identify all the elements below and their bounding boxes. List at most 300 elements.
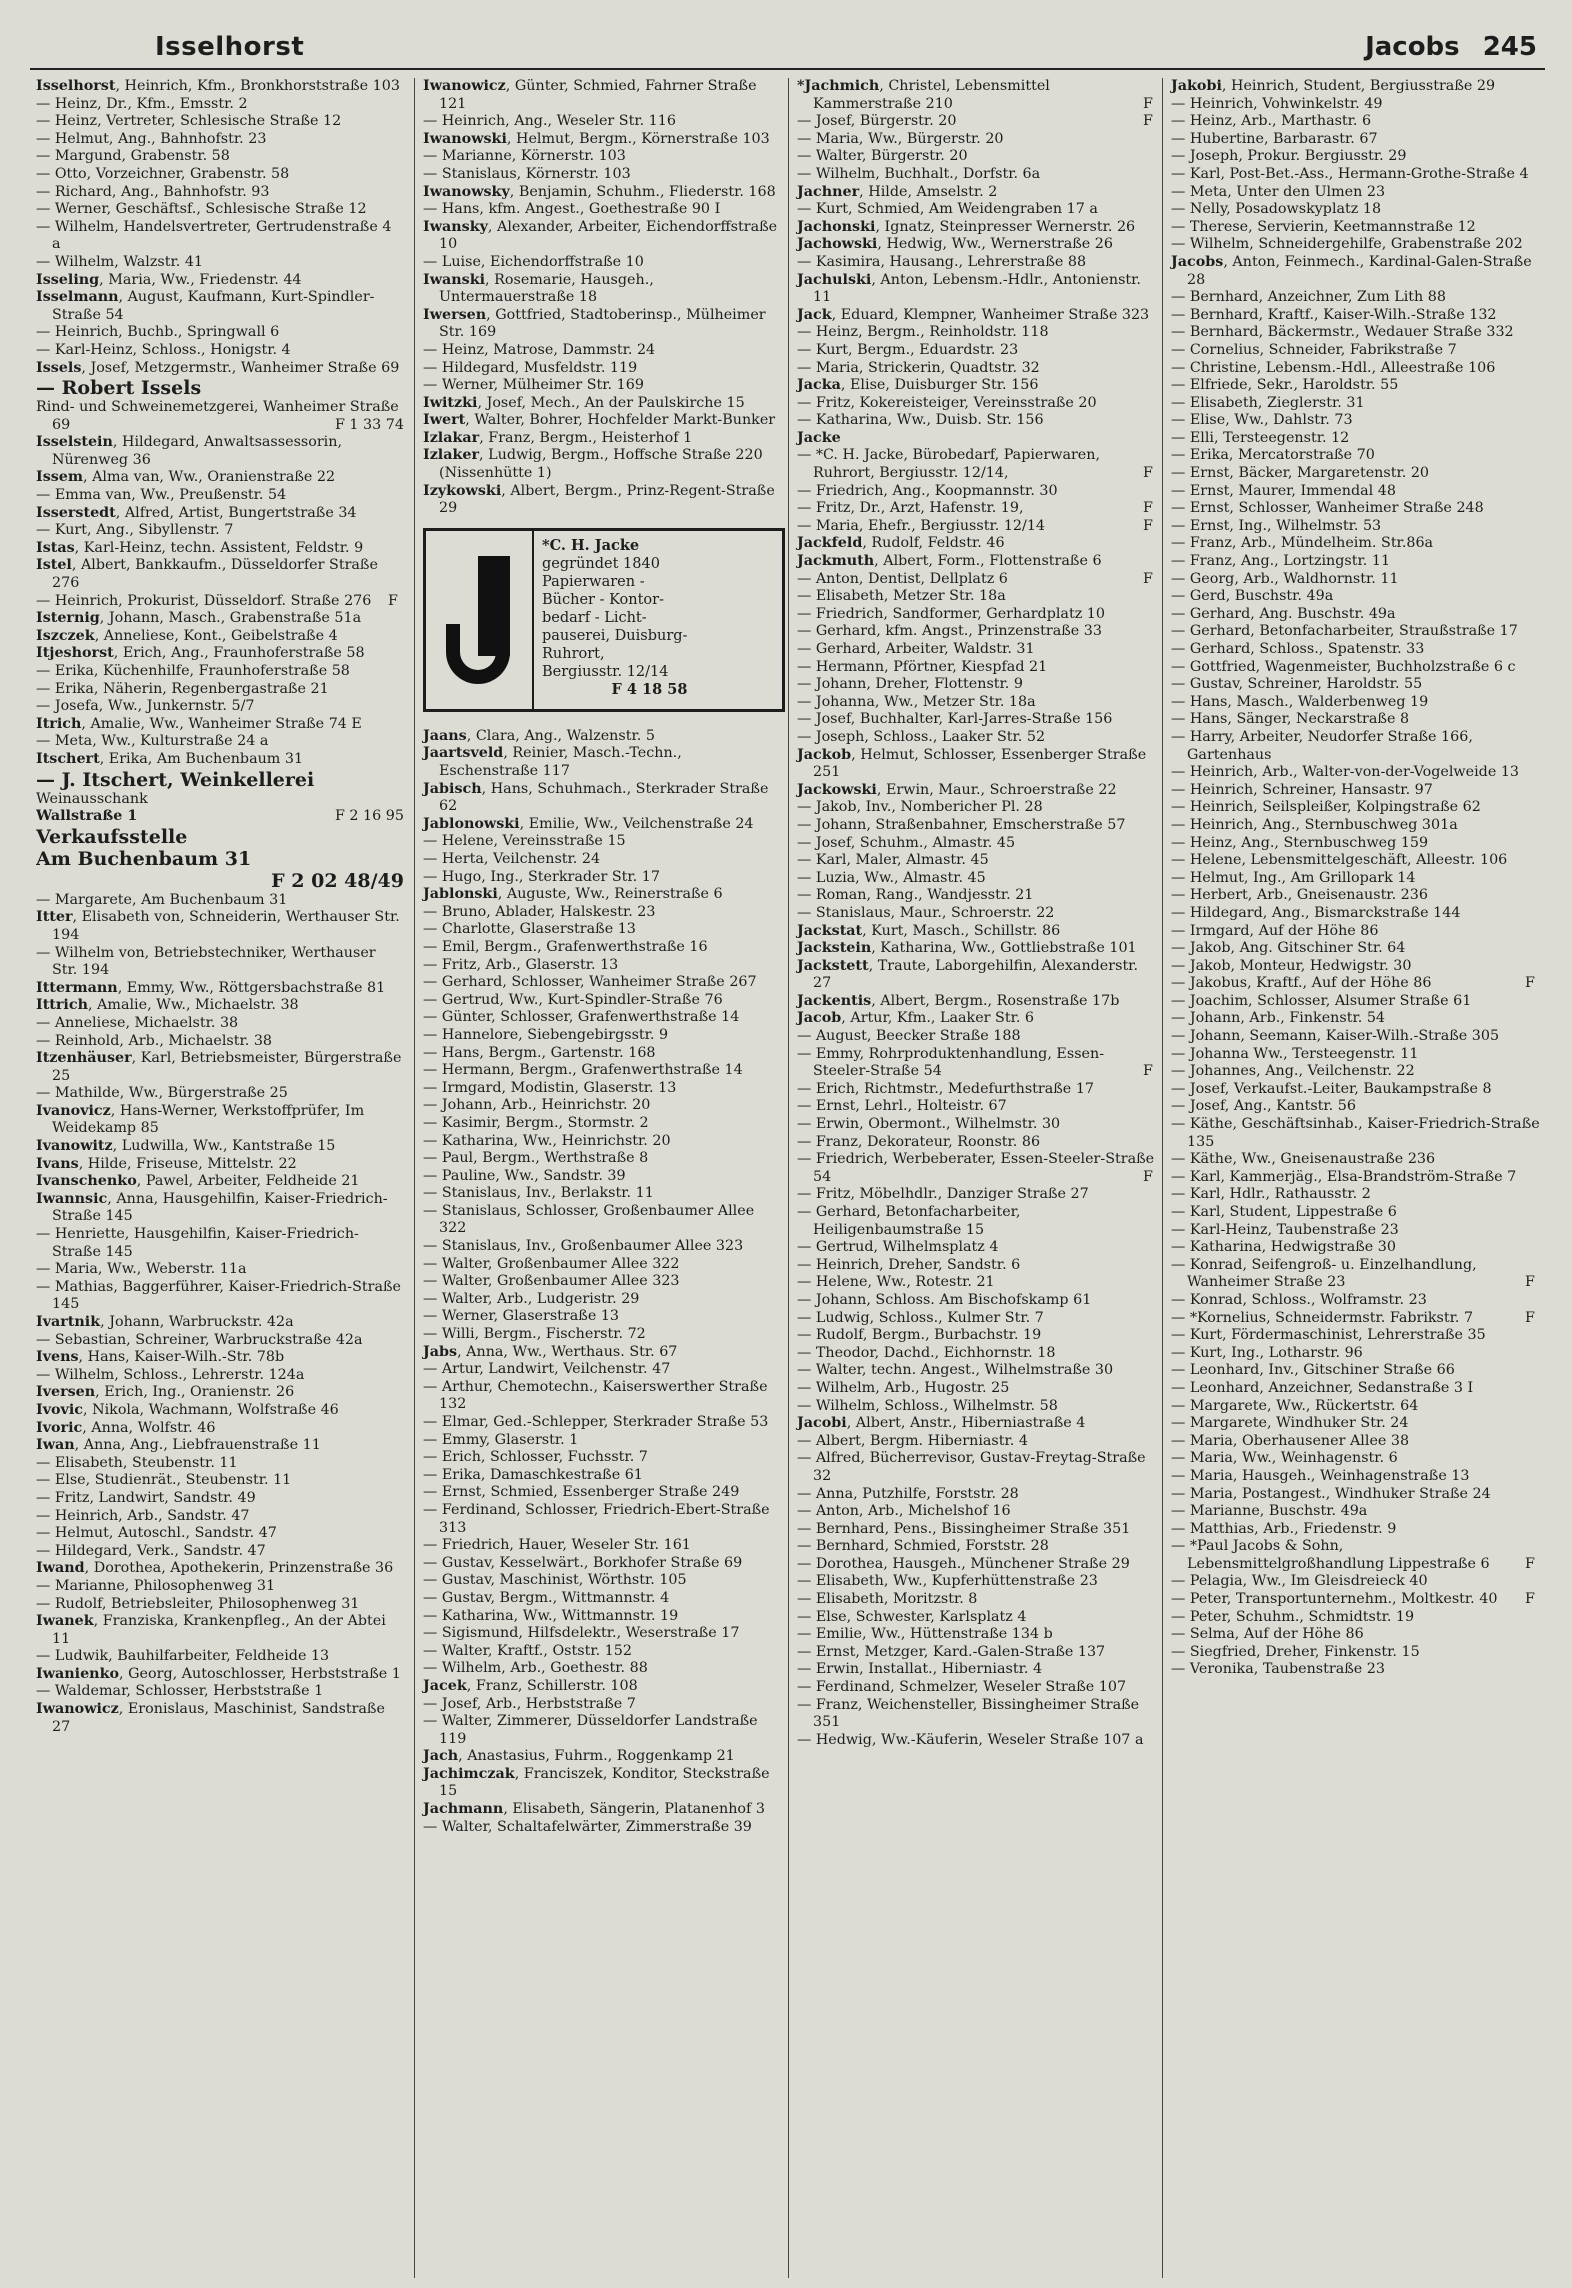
directory-entry: — Franz, Weichensteller, Bissingheimer Straße 351 (797, 1696, 1140, 1731)
directory-entry: — Kurt, Ang., Sibyllenstr. 7 (36, 522, 234, 539)
directory-entry: Istas, Karl-Heinz, techn. Assistent, Feldstr. 9 (36, 539, 364, 556)
directory-entry: — Werner, Geschäftsf., Schlesische Straße 12 (36, 201, 367, 218)
directory-entry: — Walter, techn. Angest., Wilhelmstraße 30 (797, 1362, 1114, 1379)
header-right (1351, 32, 1537, 62)
directory-entry: Isseling, Maria, Ww., Friedenstr. 44 (36, 271, 302, 288)
directory-entry: — Heinz, Dr., Kfm., Emsstr. 2 (36, 95, 248, 112)
directory-entry: — Jakob, Ang. Gitschiner Str. 64 (1171, 940, 1406, 957)
directory-entry: — Theodor, Dachd., Eichhornstr. 18 (797, 1344, 1056, 1361)
directory-entry: — Karl, Student, Lippestraße 6 (1171, 1204, 1397, 1220)
directory-entry: — Josefa, Ww., Junkernstr. 5/7 (36, 698, 255, 715)
directory-entry: — Karl, Post-Bet.-Ass., Hermann-Grothe-Straße 4 (1171, 165, 1529, 182)
directory-entry: — Walter, Kraftf., Oststr. 152 (423, 1642, 632, 1659)
directory-entry: — Bernhard, Anzeichner, Zum Lith 88 (1171, 289, 1446, 306)
directory-entry: — Irmgard, Auf der Höhe 86 (1171, 922, 1379, 939)
directory-entry: Jacek, Franz, Schillerstr. 108 (423, 1677, 638, 1694)
directory-entry: — Mathilde, Ww., Bürgerstraße 25 (36, 1085, 288, 1102)
directory-entry: — Anneliese, Michaelstr. 38 (36, 1014, 239, 1031)
directory-page (30, 12, 1560, 2280)
directory-entry: — Karl, Kammerjäg., Elsa-Brandström-Straße 7 (1171, 1168, 1517, 1185)
directory-entry: — Walter, Arb., Ludgeristr. 29 (423, 1290, 640, 1307)
directory-entry: — Anton, Arb., Michelshof 16 (797, 1503, 1011, 1520)
directory-entry: — Siegfried, Dreher, Finkenstr. 15 (1171, 1643, 1420, 1660)
directory-entry: — Erika, Mercatorstraße 70 (1171, 447, 1375, 464)
ad-line: Bücher - Kontor- (542, 591, 664, 608)
directory-entry: — Josef, Bürgerstr. 20 F (797, 113, 1153, 130)
ad-line: gegründet 1840 (542, 555, 660, 572)
directory-entry: Iwanowicz, Günter, Schmied, Fahrner Straße 121 (423, 78, 757, 112)
directory-entry: — Hugo, Ing., Sterkrader Str. 17 (423, 868, 660, 885)
directory-entry: — Kasimir, Bergm., Stormstr. 2 (423, 1114, 649, 1131)
directory-entry: — Heinrich, Arb., Sandstr. 47 (36, 1507, 250, 1524)
directory-entry: — Gerhard, Ang. Buschstr. 49a (1171, 605, 1396, 622)
directory-entry: Am Buchenbaum 31 (36, 847, 252, 870)
directory-entry: Iwanienko, Georg, Autoschlosser, Herbststraße 1 (36, 1665, 401, 1682)
directory-entry: — Heinrich, Buchb., Springwall 6 (36, 324, 280, 341)
directory-entry: — Erwin, Obermont., Wilhelmstr. 30 (797, 1116, 1061, 1133)
ad-text (534, 531, 695, 709)
directory-entry: — Peter, Schuhm., Schmidtstr. 19 (1171, 1608, 1415, 1625)
directory-entry: — Maria, Strickerin, Quadtstr. 32 (797, 359, 1040, 376)
directory-entry: — Maria, Ehefr., Bergiusstr. 12/14 F (797, 517, 1153, 534)
directory-entry: — Gustav, Maschinist, Wörthstr. 105 (423, 1572, 687, 1589)
directory-entry: — Luzia, Ww., Almastr. 45 (797, 869, 986, 886)
directory-entry: — Johann, Arb., Finkenstr. 54 (1171, 1010, 1386, 1027)
directory-entry: Jackstein, Katharina, Ww., Gottliebstraße 101 (797, 940, 1137, 957)
directory-entry: Ittrich, Amalie, Ww., Michaelstr. 38 (36, 997, 299, 1014)
directory-entry: — Helene, Vereinsstraße 15 (423, 833, 626, 850)
directory-entry: — Heinz, Vertreter, Schlesische Straße 12 (36, 113, 342, 130)
directory-entry: — Margarete, Am Buchenbaum 31 (36, 891, 288, 908)
directory-entry: — Albert, Bergm. Hiberniastr. 4 (797, 1432, 1028, 1449)
directory-entry: Iwanowsky, Benjamin, Schuhm., Fliederstr. 168 (423, 183, 776, 200)
directory-entry: — Kurt, Bergm., Eduardstr. 23 (797, 341, 1019, 358)
directory-entry: — Ernst, Lehrl., Holteistr. 67 (797, 1098, 1007, 1115)
directory-entry: Jackentis, Albert, Bergm., Rosenstraße 17b (797, 992, 1120, 1009)
directory-entry: — Pauline, Ww., Sandstr. 39 (423, 1167, 626, 1184)
column-4 (1162, 78, 1541, 2278)
directory-entry: — Wilhelm, Schneidergehilfe, Grabenstraße 202 (1171, 236, 1523, 253)
directory-entry: — Ernst, Schlosser, Wanheimer Straße 248 (1171, 500, 1484, 517)
directory-entry: — Bruno, Ablader, Halskestr. 23 (423, 903, 656, 920)
directory-entry: — Hildegard, Ang., Bismarckstraße 144 (1171, 904, 1461, 921)
directory-entry: — Helene, Ww., Rotestr. 21 (797, 1274, 995, 1291)
directory-entry: — Katharina, Hedwigstraße 30 (1171, 1239, 1396, 1256)
directory-entry: — J. Itschert, Weinkellerei (36, 768, 315, 791)
directory-entry: — Harry, Arbeiter, Neudorfer Straße 166, Gartenhaus (1171, 728, 1473, 763)
directory-entry: — Heinrich, Schreiner, Hansastr. 97 (1171, 781, 1433, 798)
directory-entry: — Hildegard, Musfeldstr. 119 (423, 359, 638, 376)
directory-entry: — Gertrud, Ww., Kurt-Spindler-Straße 76 (423, 991, 723, 1008)
directory-entry: Izykowski, Albert, Bergm., Prinz-Regent-Straße 29 (423, 482, 775, 517)
directory-entry: — Kurt, Fördermaschinist, Lehrerstraße 35 (1171, 1327, 1486, 1344)
directory-entry: — Joseph, Prokur. Bergiusstr. 29 (1171, 148, 1407, 165)
directory-entry: Ivens, Hans, Kaiser-Wilh.-Str. 78b (36, 1349, 285, 1366)
directory-entry: Iversen, Erich, Ing., Oranienstr. 26 (36, 1384, 295, 1401)
directory-entry: — *Paul Jacobs & Sohn, Lebensmittelgroßhandlung Lippestraße 6 F (1171, 1538, 1535, 1572)
directory-entry: — Elise, Ww., Dahlstr. 73 (1171, 412, 1353, 429)
directory-entry: — Josef, Schuhm., Almastr. 45 (797, 834, 1016, 851)
directory-entry: — Katharina, Ww., Duisb. Str. 156 (797, 412, 1044, 429)
directory-entry: — Käthe, Ww., Gneisenaustraße 236 (1171, 1151, 1436, 1168)
directory-entry: — Gustav, Kesselwärt., Borkhofer Straße 69 (423, 1554, 743, 1571)
ad-line: Ruhrort, (542, 645, 605, 662)
directory-entry: — Marianne, Philosophenweg 31 (36, 1577, 276, 1594)
directory-entry: Itter, Elisabeth von, Schneiderin, Werthauser Str. 194 (36, 909, 400, 943)
directory-entry: — Johann, Seemann, Kaiser-Wilh.-Straße 305 (1171, 1028, 1500, 1045)
directory-entry: — Gertrud, Wilhelmsplatz 4 (797, 1239, 999, 1256)
directory-entry: — Luise, Eichendorffstraße 10 (423, 253, 644, 270)
directory-entry: — Helmut, Ing., Am Grillopark 14 (1171, 869, 1416, 886)
ad-line: Bergiusstr. 12/14 (542, 663, 669, 680)
directory-entry: — Johanna Ww., Tersteegenstr. 11 (1171, 1045, 1419, 1062)
directory-entry: Jackob, Helmut, Schlosser, Essenberger Straße 251 (797, 746, 1147, 781)
directory-entry: — Hans, Bergm., Gartenstr. 168 (423, 1044, 656, 1061)
directory-entry: — Sebastian, Schreiner, Warbruckstraße 42a (36, 1331, 363, 1348)
header-left-keyword: Isselhorst (155, 32, 305, 62)
directory-entry: — Walter, Bürgerstr. 20 (797, 148, 968, 165)
directory-entry: — Veronika, Taubenstraße 23 (1171, 1661, 1385, 1678)
directory-entry: Jackfeld, Rudolf, Feldstr. 46 (797, 535, 1005, 552)
column-2-upper (423, 78, 785, 518)
directory-entry: — Konrad, Seifengroß- u. Einzelhandlung, Wanheimer Straße 23 F (1171, 1256, 1535, 1291)
directory-entry: — Hannelore, Siebengebirgsstr. 9 (423, 1026, 669, 1043)
directory-entry: — Pelagia, Ww., Im Gleisdreieck 40 (1171, 1573, 1428, 1590)
directory-entry: — Stanislaus, Körnerstr. 103 (423, 165, 631, 182)
directory-entry: Jachonski, Ignatz, Steinpresser Wernerstr. 26 (797, 218, 1136, 235)
directory-entry: — Heinrich, Arb., Walter-von-der-Vogelweide 13 (1171, 764, 1520, 781)
directory-entry: — Gerhard, Betonfacharbeiter, Heiligenbaumstraße 15 (797, 1204, 1021, 1238)
directory-entry: Iwand, Dorothea, Apothekerin, Prinzenstraße 36 (36, 1560, 394, 1577)
directory-entry: — Cornelius, Schneider, Fabrikstraße 7 (1171, 341, 1457, 358)
directory-entry: — Walter, Großenbaumer Allee 322 (423, 1255, 680, 1272)
directory-entry: Jacobi, Albert, Anstr., Hiberniastraße 4 (797, 1415, 1086, 1432)
directory-entry: — Josef, Ang., Kantstr. 56 (1171, 1098, 1356, 1115)
directory-entry: — Maria, Oberhausener Allee 38 (1171, 1432, 1410, 1449)
directory-entry: — Heinrich, Seilspleißer, Kolpingstraße 62 (1171, 799, 1481, 816)
directory-entry: — Anna, Putzhilfe, Forststr. 28 (797, 1485, 1019, 1502)
directory-entry: — Jakobus, Kraftf., Auf der Höhe 86 F (1171, 975, 1535, 992)
directory-entry: Iwanski, Rosemarie, Hausgeh., Untermauerstraße 18 (423, 271, 654, 306)
directory-entry: Jackmuth, Albert, Form., Flottenstraße 6 (797, 553, 1102, 570)
directory-entry: — Margarete, Windhuker Str. 24 (1171, 1415, 1409, 1432)
directory-entry: — Hermann, Bergm., Grafenwerthstraße 14 (423, 1062, 743, 1079)
directory-entry: — Konrad, Schloss., Wolframstr. 23 (1171, 1291, 1427, 1308)
directory-entry: — Käthe, Geschäftsinhab., Kaiser-Friedrich-Straße 135 (1171, 1116, 1540, 1150)
directory-entry: Jaans, Clara, Ang., Walzenstr. 5 (423, 727, 655, 744)
directory-entry: — Karl, Hdlr., Rathausstr. 2 (1171, 1186, 1371, 1203)
directory-entry: — Heinrich, Dreher, Sandstr. 6 (797, 1256, 1021, 1273)
directory-entry: — Werner, Mülheimer Str. 169 (423, 377, 644, 394)
directory-entry: Ivans, Hilde, Friseuse, Mittelstr. 22 (36, 1155, 297, 1172)
directory-entry: — Anton, Dentist, Dellplatz 6 F (797, 570, 1153, 587)
directory-entry: — Leonhard, Anzeichner, Sedanstraße 3 I (1171, 1379, 1474, 1396)
directory-entry: — Franz, Dekorateur, Roonstr. 86 (797, 1133, 1041, 1150)
header-right-keyword: Jacobs (1365, 32, 1460, 62)
directory-entry: — Elisabeth, Ww., Kupferhüttenstraße 23 (797, 1573, 1098, 1590)
directory-entry: — Wilhelm, Arb., Goethestr. 88 (423, 1660, 648, 1677)
directory-entry: — Meta, Ww., Kulturstraße 24 a (36, 733, 269, 750)
directory-entry: — Fritz, Landwirt, Sandstr. 49 (36, 1489, 256, 1506)
directory-entry: — Wilhelm, Arb., Hugostr. 25 (797, 1379, 1010, 1396)
directory-entry: Ivoric, Anna, Wolfstr. 46 (36, 1419, 216, 1436)
directory-entry: Iwanek, Franziska, Krankenpfleg., An der Abtei 11 (36, 1613, 386, 1647)
ad-line: pauserei, Duisburg- (542, 627, 688, 644)
directory-entry: — Bernhard, Kraftf., Kaiser-Wilh.-Straße 132 (1171, 306, 1497, 323)
directory-entry: — Therese, Servierin, Keetmannstraße 12 (1171, 218, 1476, 235)
directory-entry: — Walter, Zimmerer, Düsseldorfer Landstraße 119 (423, 1713, 758, 1747)
directory-entry: — Karl-Heinz, Taubenstraße 23 (1171, 1221, 1399, 1238)
directory-entry: — Heinz, Bergm., Reinholdstr. 118 (797, 324, 1049, 341)
directory-entry: — Hermann, Pförtner, Kiespfad 21 (797, 658, 1048, 675)
directory-entry: — Johann, Schloss. Am Bischofskamp 61 (797, 1291, 1092, 1308)
directory-entry: — Jakob, Inv., Nombericher Pl. 28 (797, 799, 1043, 816)
directory-entry: — Helmut, Ang., Bahnhofstr. 23 (36, 130, 267, 147)
directory-entry: — Erika, Damaschkestraße 61 (423, 1466, 643, 1483)
directory-entry: — Friedrich, Sandformer, Gerhardplatz 10 (797, 605, 1105, 622)
directory-entry: — Ernst, Bäcker, Margaretenstr. 20 (1171, 465, 1430, 482)
directory-entry: — Gustav, Schreiner, Haroldstr. 55 (1171, 676, 1423, 693)
directory-entry: Jablonowski, Emilie, Ww., Veilchenstraße 24 (423, 815, 754, 832)
directory-entry: — Heinz, Matrose, Dammstr. 24 (423, 341, 656, 358)
directory-entry: — Johann, Dreher, Flottenstr. 9 (797, 676, 1023, 693)
directory-entry: — Walter, Großenbaumer Allee 323 (423, 1273, 680, 1290)
ad-letter-j (426, 531, 534, 709)
directory-entry: — Elisabeth, Metzer Str. 18a (797, 588, 1006, 605)
directory-entry: Weinausschank (36, 790, 148, 807)
directory-entry: — *Kornelius, Schneidermstr. Fabrikstr. 7 F (1171, 1309, 1535, 1326)
directory-entry: — Bernhard, Bäckermstr., Wedauer Straße 332 (1171, 324, 1514, 341)
directory-entry: — Elisabeth, Zieglerstr. 31 (1171, 394, 1365, 411)
directory-entry: — Roman, Rang., Wandjesstr. 21 (797, 887, 1034, 904)
directory-entry: Iwert, Walter, Bohrer, Hochfelder Markt-Bunker (423, 412, 776, 429)
column-2-lower (423, 728, 785, 1836)
directory-entry: Jacke (797, 429, 841, 446)
directory-entry: — Erwin, Installat., Hiberniastr. 4 (797, 1661, 1043, 1678)
directory-entry: Ivanschenko, Pawel, Arbeiter, Feldheide 21 (36, 1173, 360, 1190)
directory-entry: — Hildegard, Verk., Sandstr. 47 (36, 1542, 266, 1559)
directory-entry: — Elmar, Ged.-Schlepper, Sterkrader Straße 53 (423, 1414, 769, 1430)
directory-entry: — Georg, Arb., Waldhornstr. 11 (1171, 570, 1399, 587)
directory-entry: Jachmann, Elisabeth, Sängerin, Platanenhof 3 (423, 1801, 765, 1818)
directory-entry: — Heinz, Arb., Marthastr. 6 (1171, 113, 1372, 130)
directory-entry: Izlakar, Franz, Bergm., Heisterhof 1 (423, 429, 693, 446)
directory-entry: — Emil, Bergm., Grafenwerthstraße 16 (423, 938, 708, 955)
directory-entry: — Marianne, Buschstr. 49a (1171, 1503, 1368, 1520)
directory-entry: — Erich, Schlosser, Fuchsstr. 7 (423, 1449, 648, 1466)
directory-entry: — Margarete, Ww., Rückertstr. 64 (1171, 1397, 1419, 1414)
directory-entry: — Charlotte, Glaserstraße 13 (423, 921, 636, 938)
directory-entry: Iwitzki, Josef, Mech., An der Paulskirche 15 (423, 394, 745, 411)
directory-entry: Jacobs, Anton, Feinmech., Kardinal-Galen-Straße 28 (1171, 253, 1532, 288)
ad-telephone: F 4 18 58 (611, 680, 688, 698)
directory-entry: — Johanna, Ww., Metzer Str. 18a (797, 693, 1036, 710)
directory-entry: — Wilhelm von, Betriebstechniker, Werthauser Str. 194 (36, 944, 376, 979)
directory-entry: Iwansky, Alexander, Arbeiter, Eichendorffstraße 10 (423, 218, 778, 253)
directory-entry: — Friedrich, Werbeberater, Essen-Steeler-Straße 54 F (797, 1151, 1155, 1185)
directory-entry: Jach, Anastasius, Fuhrm., Roggenkamp 21 (423, 1748, 735, 1765)
directory-entry: — Matthias, Arb., Friedenstr. 9 (1171, 1520, 1397, 1537)
directory-entry: — Bernhard, Pens., Bissingheimer Straße 351 (797, 1520, 1131, 1537)
directory-entry: — Peter, Transportunternehm., Moltkestr. 40 F (1171, 1591, 1535, 1608)
directory-entry: Issem, Alma van, Ww., Oranienstraße 22 (36, 469, 336, 486)
directory-entry: — Helene, Lebensmittelgeschäft, Alleestr. 106 (1171, 852, 1508, 869)
directory-entry: — Friedrich, Hauer, Weseler Str. 161 (423, 1537, 691, 1554)
directory-entry: — Alfred, Bücherrevisor, Gustav-Freytag-Straße 32 (797, 1450, 1146, 1484)
directory-entry: — Leonhard, Inv., Gitschiner Straße 66 (1171, 1362, 1455, 1379)
directory-entry: Jakobi, Heinrich, Student, Bergiusstraße 29 (1171, 78, 1496, 94)
directory-entry: — Ludwik, Bauhilfarbeiter, Feldheide 13 (36, 1648, 330, 1665)
directory-entry: Rind- und Schweinemetzgerei, Wanheimer Straße 69 F 1 33 74 (36, 399, 404, 433)
directory-entry: — Heinz, Ang., Sternbuschweg 159 (1171, 834, 1429, 851)
directory-entry: — Christine, Lebensm.-Hdl., Alleestraße 106 (1171, 359, 1496, 376)
directory-entry: Itschert, Erika, Am Buchenbaum 31 (36, 750, 304, 767)
directory-entry: — Franz, Arb., Mündelheim. Str.86a (1171, 535, 1434, 552)
directory-entry: — Paul, Bergm., Werthstraße 8 (423, 1150, 649, 1167)
directory-entry: — Günter, Schlosser, Grafenwerthstraße 14 (423, 1009, 740, 1026)
directory-entry: — Gerhard, Betonfacharbeiter, Straußstraße 17 (1171, 623, 1518, 640)
directory-entry: — Herbert, Arb., Gneisenaustr. 236 (1171, 887, 1428, 904)
directory-entry: Isselhorst, Heinrich, Kfm., Bronkhorststraße 103 (36, 78, 400, 94)
jacke-advertisement (423, 528, 785, 712)
directory-entry: — Reinhold, Arb., Michaelstr. 38 (36, 1032, 273, 1049)
directory-entry: — Wilhelm, Buchhalt., Dorfstr. 6a (797, 165, 1041, 182)
directory-entry: Jabisch, Hans, Schuhmach., Sterkrader Straße 62 (423, 780, 769, 815)
directory-entry: Jackstat, Kurt, Masch., Schillstr. 86 (797, 922, 1061, 939)
directory-entry: — Willi, Bergm., Fischerstr. 72 (423, 1326, 646, 1343)
directory-entry: Jacka, Elise, Duisburger Str. 156 (797, 377, 1039, 394)
directory-entry: — Wilhelm, Schloss., Wilhelmstr. 58 (797, 1397, 1058, 1414)
directory-entry: — August, Beecker Straße 188 (797, 1028, 1021, 1045)
directory-entry: F 2 02 48/49 (271, 869, 404, 892)
directory-entry: Isselmann, August, Kaufmann, Kurt-Spindler-Straße 54 (36, 289, 375, 323)
directory-entry: — Marianne, Körnerstr. 103 (423, 148, 626, 165)
column-3 (788, 78, 1159, 2278)
directory-entry: — Hans, Masch., Walderbenweg 19 (1171, 693, 1429, 710)
directory-entry: — Fritz, Möbelhdlr., Danziger Straße 27 (797, 1186, 1089, 1203)
directory-entry: Iwannsic, Anna, Hausgehilfin, Kaiser-Friedrich-Straße 145 (36, 1190, 388, 1225)
directory-entry: Jablonski, Auguste, Ww., Reinerstraße 6 (423, 886, 723, 903)
directory-entry: Jachner, Hilde, Amselstr. 2 (797, 183, 998, 200)
directory-entry: — Wilhelm, Walzstr. 41 (36, 253, 204, 270)
directory-entry: — Mathias, Baggerführer, Kaiser-Friedrich-Straße 145 (36, 1278, 402, 1313)
directory-entry: — Gerhard, Arbeiter, Waldstr. 31 (797, 641, 1035, 657)
directory-entry: — Elisabeth, Moritzstr. 8 (797, 1591, 978, 1608)
directory-entry: — Richard, Ang., Bahnhofstr. 93 (36, 183, 270, 200)
directory-entry: — Hedwig, Ww.-Käuferin, Weseler Straße 107 a (797, 1731, 1144, 1748)
directory-entry: — Gerhard, Schloss., Spatenstr. 33 (1171, 641, 1425, 657)
directory-entry: — Wilhelm, Schloss., Lehrerstr. 124a (36, 1366, 305, 1383)
directory-entry: Ivanowitz, Ludwilla, Ww., Kantstraße 15 (36, 1138, 336, 1155)
directory-entry: — Selma, Auf der Höhe 86 (1171, 1626, 1364, 1643)
directory-entry: — Else, Studienrät., Steubenstr. 11 (36, 1472, 292, 1489)
directory-entry: — Ernst, Metzger, Kard.-Galen-Straße 137 (797, 1643, 1106, 1660)
directory-entry: — Wilhelm, Handelsvertreter, Gertrudenstraße 4 a (36, 218, 392, 253)
directory-entry: — Walter, Schaltafelwärter, Zimmerstraße 39 (423, 1818, 752, 1835)
directory-entry: — Elli, Tersteegenstr. 12 (1171, 429, 1350, 446)
directory-entry: — Emmy, Rohrproduktenhandlung, Essen-Steeler-Straße 54 F (797, 1045, 1153, 1080)
directory-entry: — Gerhard, Schlosser, Wanheimer Straße 267 (423, 974, 757, 991)
directory-entry: — Nelly, Posadowskyplatz 18 (1171, 201, 1382, 218)
directory-entry: — Gerhard, kfm. Angst., Prinzenstraße 33 (797, 623, 1102, 640)
directory-entry: Wallstraße 1 F 2 16 95 (36, 808, 404, 825)
directory-entry: — Erika, Näherin, Regenbergastraße 21 (36, 680, 329, 697)
directory-entry: — Werner, Glaserstraße 13 (423, 1308, 620, 1325)
directory-entry: Jacob, Artur, Kfm., Laaker Str. 6 (797, 1010, 1035, 1027)
directory-entry: — Katharina, Ww., Wittmannstr. 19 (423, 1607, 679, 1624)
directory-entry: Jackstett, Traute, Laborgehilfin, Alexanderstr. 27 (797, 957, 1138, 992)
directory-entry: — Stanislaus, Inv., Berlakstr. 11 (423, 1185, 654, 1202)
directory-entry: — Ernst, Maurer, Immendal 48 (1171, 482, 1396, 499)
directory-entry: Verkaufsstelle (36, 825, 188, 848)
directory-entry: Iszczek, Anneliese, Kont., Geibelstraße 4 (36, 627, 338, 644)
directory-entry: — Josef, Verkaufst.-Leiter, Baukampstraße 8 (1171, 1080, 1492, 1097)
directory-entry: — Ernst, Ing., Wilhelmstr. 53 (1171, 517, 1382, 534)
directory-entry: — Erich, Richtmstr., Medefurthstraße 17 (797, 1080, 1095, 1097)
directory-entry: — Ferdinand, Schlosser, Friedrich-Ebert-Straße 313 (423, 1501, 770, 1536)
page-number: 245 (1482, 32, 1537, 62)
directory-entry: — Hans, Sänger, Neckarstraße 8 (1171, 711, 1410, 728)
directory-entry: Jachimczak, Franciszek, Konditor, Steckstraße 15 (423, 1765, 770, 1800)
directory-entry: Isselstein, Hildegard, Anwaltsassessorin, Nürenweg 36 (36, 434, 343, 468)
directory-entry: — Josef, Arb., Herbststraße 7 (423, 1695, 636, 1712)
directory-entry: — Karl, Maler, Almastr. 45 (797, 852, 989, 869)
directory-entry: — Hubertine, Barbarastr. 67 (1171, 130, 1378, 147)
directory-entry: — Johann, Arb., Heinrichstr. 20 (423, 1097, 651, 1114)
directory-entry: — Stanislaus, Inv., Großenbaumer Allee 323 (423, 1238, 744, 1255)
directory-entry: — Heinrich, Ang., Weseler Str. 116 (423, 113, 676, 130)
directory-entry: — Arthur, Chemotechn., Kaiserswerther Straße 132 (423, 1378, 768, 1413)
directory-entry: — Dorothea, Hausgeh., Münchener Straße 29 (797, 1555, 1130, 1572)
directory-entry: — Maria, Ww., Weinhagenstr. 6 (1171, 1450, 1398, 1467)
directory-entry: Izlaker, Ludwig, Bergm., Hoffsche Straße 220 (Nissenhütte 1) (423, 447, 763, 482)
directory-entry: — Gerd, Buschstr. 49a (1171, 588, 1334, 605)
directory-columns (36, 78, 1548, 2278)
directory-entry: — Rudolf, Bergm., Burbachstr. 19 (797, 1327, 1042, 1344)
directory-entry: — Josef, Buchhalter, Karl-Jarres-Straße 156 (797, 711, 1113, 728)
directory-entry: — Kurt, Schmied, Am Weidengraben 17 a (797, 201, 1098, 218)
directory-entry: Iwanowski, Helmut, Bergm., Körnerstraße 103 (423, 130, 770, 147)
directory-entry: — Gustav, Bergm., Wittmannstr. 4 (423, 1589, 670, 1606)
directory-entry: — Stanislaus, Maur., Schroerstr. 22 (797, 904, 1055, 921)
directory-entry: Ivartnik, Johann, Warbruckstr. 42a (36, 1314, 294, 1330)
directory-entry: — Stanislaus, Schlosser, Großenbaumer Allee 322 (423, 1202, 755, 1237)
directory-entry: — Waldemar, Schlosser, Herbststraße 1 (36, 1683, 324, 1700)
directory-entry: Isserstedt, Alfred, Artist, Bungertstraße 34 (36, 504, 357, 521)
directory-entry: Itrich, Amalie, Ww., Wanheimer Straße 74 E (36, 715, 362, 732)
directory-entry: Jackowski, Erwin, Maur., Schroerstraße 22 (797, 781, 1117, 798)
directory-entry: — Else, Schwester, Karlsplatz 4 (797, 1608, 1027, 1625)
column-2 (414, 78, 785, 2278)
directory-entry: Jachulski, Anton, Lebensm.-Hdlr., Antonienstr. 11 (797, 271, 1141, 306)
directory-entry: — Otto, Vorzeichner, Grabenstr. 58 (36, 165, 290, 182)
directory-entry: — Johannes, Ang., Veilchenstr. 22 (1171, 1063, 1415, 1080)
directory-entry: Iwanowicz, Eronislaus, Maschinist, Sandstraße 27 (36, 1701, 385, 1735)
ad-line: Papierwaren - (542, 573, 645, 590)
directory-entry: — Margund, Grabenstr. 58 (36, 148, 230, 165)
directory-entry: — Robert Issels (36, 377, 202, 400)
directory-entry: Isternig, Johann, Masch., Grabenstraße 51a (36, 610, 362, 627)
ad-line: bedarf - Licht- (542, 609, 647, 626)
directory-entry: Iwan, Anna, Ang., Liebfrauenstraße 11 (36, 1437, 321, 1454)
directory-entry: Issels, Josef, Metzgermstr., Wanheimer Straße 69 (36, 359, 400, 376)
ad-line: *C. H. Jacke (542, 536, 640, 554)
directory-entry: — Emmy, Glaserstr. 1 (423, 1431, 579, 1448)
directory-entry: — Rudolf, Betriebsleiter, Philosophenweg 31 (36, 1595, 360, 1612)
directory-entry: — Elisabeth, Steubenstr. 11 (36, 1454, 238, 1471)
directory-entry: — Gottfried, Wagenmeister, Buchholzstraße 6 c (1171, 658, 1516, 675)
directory-entry: — Sigismund, Hilfsdelektr., Weserstraße 17 (423, 1625, 740, 1642)
